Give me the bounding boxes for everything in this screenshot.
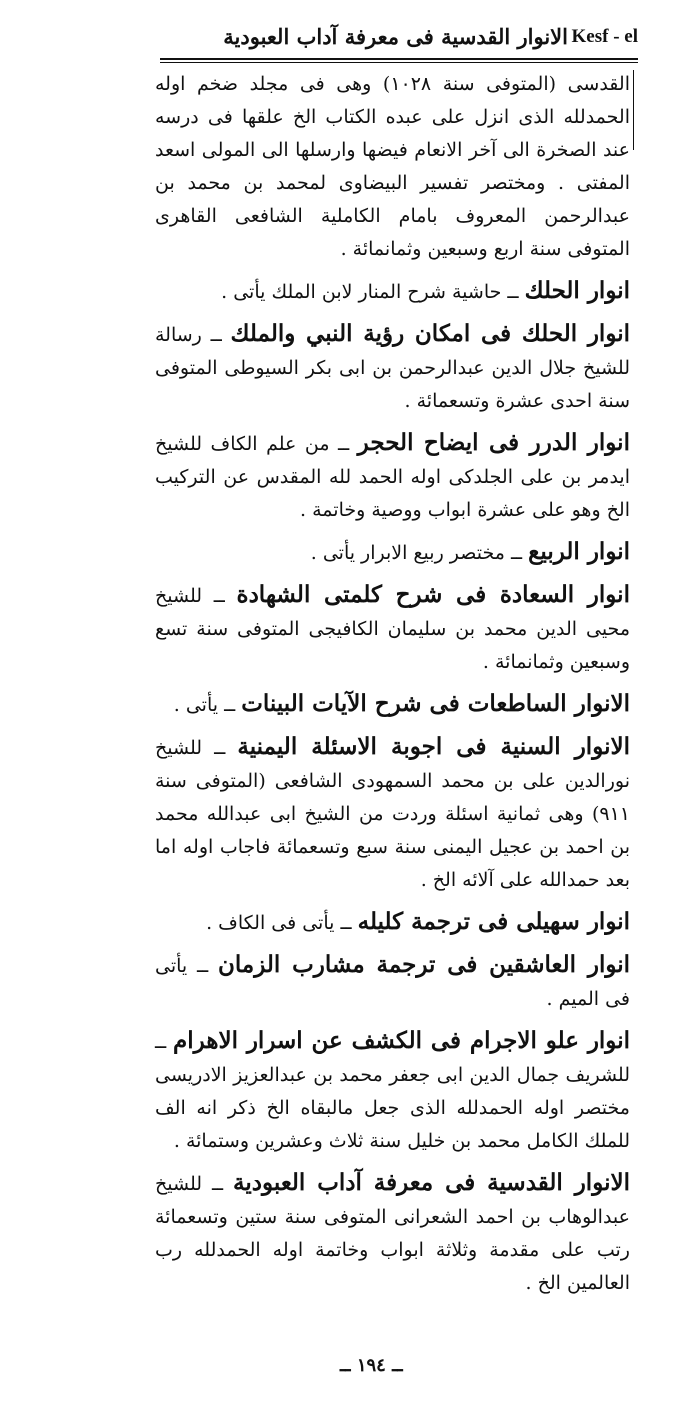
entry-10: [155, 1024, 630, 1158]
entry-1: [155, 274, 630, 309]
entry-6: [155, 687, 630, 722]
entry-text: ــ حاشية شرح المنار لابن الملك يأتى .: [221, 281, 525, 303]
page-number: ــ ١٩٤ ــ: [340, 1355, 403, 1376]
entry-text: القدسى (المتوفى سنة ١٠٢٨) وهى فى مجلد ضخم اوله الحمدلله الذى انزل على عبده الكتاب الخ علقها فى درسه عند الصخرة الى آخر الانعام فيضها وارسلها الى المولى اسعد المفتى . ومختصر تفسير البيضاوى لمحمد بن محمد بن عبدالرحمن المعروف بامام الكاملية الشافعى القاهرى المتوفى سنة اربع وسبعين وثمانمائة .: [155, 73, 631, 260]
entry-0: [155, 68, 630, 266]
entry-text: ــ للشيخ محيى الدين محمد بن سليمان الكافيجى المتوفى سنة تسع وسبعين وثمانمائة .: [155, 585, 630, 673]
body-text: [155, 68, 630, 1308]
entry-7: [155, 730, 630, 897]
entry-text: ــ يأتى .: [173, 694, 242, 716]
entry-text: ــ رسالة للشيخ جلال الدين عبدالرحمن بن ابى بكر السيوطى المتوفى سنة احدى عشرة وتسعمائة .: [155, 324, 630, 412]
entry-text: ــ يأتى فى الكاف .: [206, 912, 358, 934]
entry-5: [155, 578, 630, 679]
entry-heading: الانوار القدسية فى معرفة آداب العبودية: [233, 1169, 630, 1196]
entry-2: [155, 317, 630, 418]
margin-line: [633, 70, 634, 150]
entry-text: ــ مختصر ربيع الابرار يأتى .: [310, 542, 529, 564]
entry-4: [155, 535, 630, 570]
running-tag: Kesf - el: [571, 26, 638, 47]
entry-heading: انوار العاشقين فى ترجمة مشارب الزمان: [218, 951, 631, 978]
entry-heading: انوار الحلك: [524, 277, 630, 304]
entry-heading: انوار سهيلى فى ترجمة كليله: [357, 908, 630, 935]
entry-heading: انوار علو الاجرام فى الكشف عن اسرار الاهرام: [173, 1027, 630, 1054]
entry-11: [155, 1166, 630, 1300]
header-rule-thin: [160, 62, 638, 63]
entry-text: ــ يأتى فى الميم .: [155, 955, 630, 1010]
running-title: الانوار القدسية فى معرفة آداب العبودية: [223, 24, 568, 49]
entry-heading: الانوار الساطعات فى شرح الآيات البينات: [241, 690, 630, 717]
entry-text: ــ للشريف جمال الدين ابى جعفر محمد بن عبدالعزيز الادريسى مختصر اوله الحمدلله الذى جعل مالبقاه الخ ذكر انه الف للملك الكامل محمد بن خليل سنة ثلاث وعشرين وستمائة .: [155, 1031, 630, 1152]
entry-text: ــ للشيخ عبدالوهاب بن احمد الشعرانى المتوفى سنة ستين وتسعمائة رتب على مقدمة وثلاثة ابواب وخاتمة اوله الحمدلله رب العالمين الخ .: [155, 1173, 630, 1294]
entry-heading: انوار الدرر فى ايضاح الحجر: [357, 429, 630, 456]
entry-3: [155, 426, 630, 527]
entry-text: ــ من علم الكاف للشيخ ايدمر بن على الجلدكى اوله الحمد لله المقدس عن التركيب الخ وهو على عشرة ابواب ووصية وخاتمة .: [155, 433, 630, 521]
header-rule: [160, 58, 638, 60]
entry-9: [155, 948, 630, 1016]
entry-heading: الانوار السنية فى اجوبة الاسئلة اليمنية: [237, 733, 630, 760]
entry-8: [155, 905, 630, 940]
entry-text: ــ للشيخ نورالدين على بن محمد السمهودى الشافعى (المتوفى سنة ٩١١) وهى ثمانية اسئلة وردت من الشيخ ابى عبدالله محمد بن احمد بن عجيل اليمنى سنة سبع وتسعمائة فاجاب اوله اما بعد حمدالله على آلائه الخ .: [155, 737, 630, 891]
entry-heading: انوار الربيع: [528, 538, 630, 565]
running-header: [150, 22, 638, 56]
entry-heading: انوار الحلك فى امكان رؤية النبي والملك: [230, 320, 630, 347]
entry-heading: انوار السعادة فى شرح كلمتى الشهادة: [236, 581, 630, 608]
